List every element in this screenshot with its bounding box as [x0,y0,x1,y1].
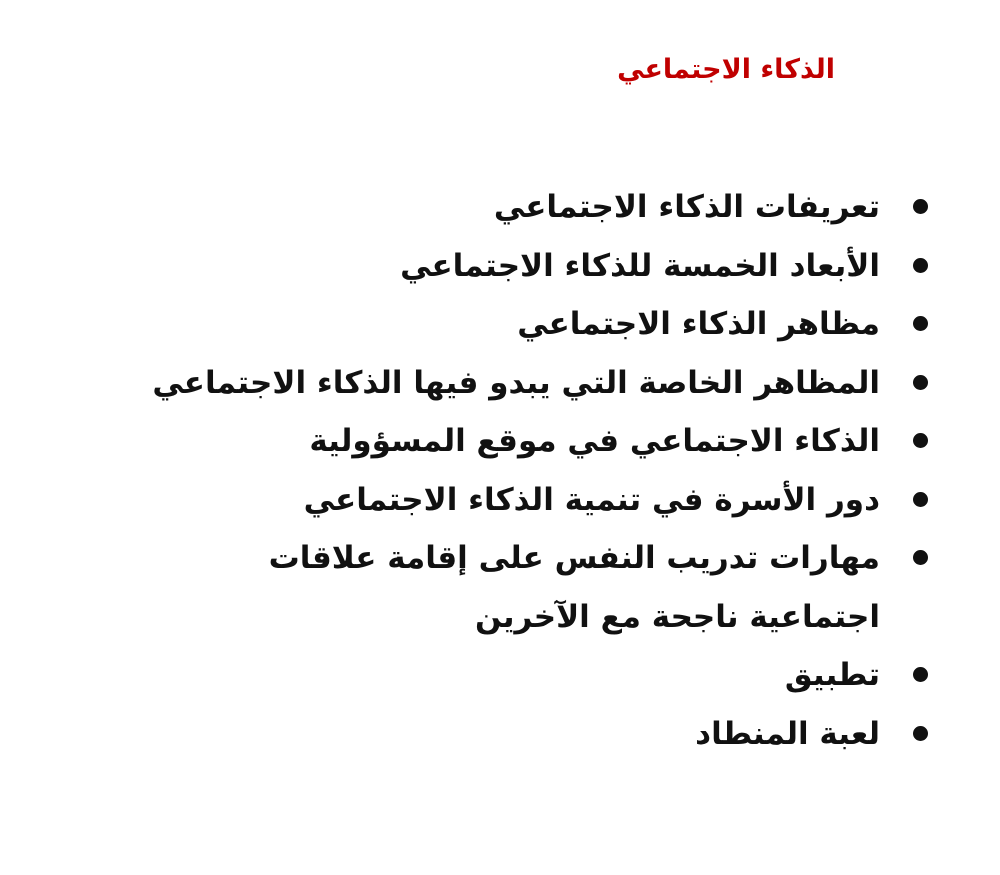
topic-text: مهارات تدريب النفس على إقامة علاقات اجتماعية ناجحة مع الآخرين [268,540,880,635]
list-item [50,646,930,705]
bullet-icon [913,258,928,273]
list-item [50,237,930,296]
list-item [50,471,930,530]
topic-text: دور الأسرة في تنمية الذكاء الاجتماعي [303,481,880,518]
list-item [50,412,930,471]
bullet-icon [913,550,928,565]
topic-text: المظاهر الخاصة التي يبدو فيها الذكاء الاجتماعي [152,364,880,401]
topic-text: الأبعاد الخمسة للذكاء الاجتماعي [400,247,880,284]
list-item [50,178,930,237]
list-item [140,529,930,646]
topic-list [50,178,930,763]
list-item [50,295,930,354]
bullet-icon [913,726,928,741]
bullet-icon [913,667,928,682]
slide-title: الذكاء الاجتماعي [617,54,835,85]
bullet-icon [913,492,928,507]
topic-text: مظاهر الذكاء الاجتماعي [517,306,880,342]
bullet-icon [913,199,928,214]
bullet-icon [913,433,928,448]
topic-text: تعريفات الذكاء الاجتماعي [493,189,880,225]
topic-text: تطبيق [784,657,880,693]
bullet-icon [913,375,928,390]
topic-text: لعبة المنطاد [695,715,880,752]
bullet-icon [913,316,928,331]
list-item [50,354,930,413]
topic-text: الذكاء الاجتماعي في موقع المسؤولية [309,423,880,459]
list-item [50,705,930,764]
